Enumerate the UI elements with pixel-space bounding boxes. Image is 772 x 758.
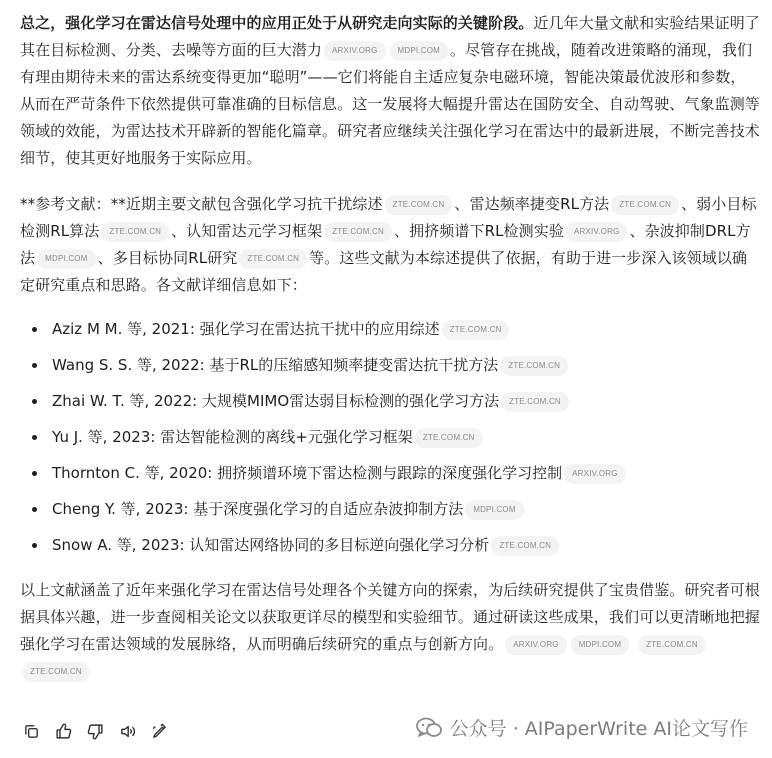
references-intro: **参考文献：**近期主要文献包含强化学习抗干扰综述 xyxy=(20,195,383,213)
source-chip-arxiv[interactable]: ARXIV.ORG xyxy=(324,41,386,61)
source-chip[interactable]: ZTE.COM.CN xyxy=(611,195,679,215)
references-text: 、雷达频率捷变RL方法 xyxy=(454,195,610,213)
source-chip-arxiv[interactable]: ARXIV.ORG xyxy=(505,635,567,655)
summary-text-cont: 。尽管存在挑战，随着改进策略的涌现，我们有理由期待未来的雷达系统变得更加“聪明”——它们将能自主适应复杂电磁环境，智能决策最优波形和参数，从而在严苛条件下依然提供可靠准确的目标信息。这一发展将大幅提升雷达在国防安全、自动驾驶、气象监测等领域的效能，为雷达技术开辟新的智能化篇章。研究者应继续关注强化学习在雷达中的最新进展，不断完善技术细节，使其更好地服务于实际应用。 xyxy=(20,41,760,167)
edit-share-icon[interactable] xyxy=(150,722,168,740)
reference-text: Zhai W. T. 等, 2022: 大规模MIMO雷达弱目标检测的强化学习方法 xyxy=(52,392,500,410)
references-text: 、弱小目标检测RL算法 xyxy=(20,195,757,240)
answer-content xyxy=(20,10,760,685)
source-chip[interactable]: ARXIV.ORG xyxy=(566,222,628,242)
speaker-icon[interactable] xyxy=(118,722,136,740)
watermark-text: 公众号 · AIPaperWrite AI论文写作 xyxy=(449,718,748,740)
wechat-icon xyxy=(416,717,442,739)
references-text: 等。这些文献为本综述提供了依据，有助于进一步深入该领域以确定研究重点和思路。各文献详细信息如下： xyxy=(20,249,748,294)
references-paragraph xyxy=(20,191,760,299)
source-chip[interactable]: ZTE.COM.CN xyxy=(415,428,483,448)
source-chip[interactable]: ZTE.COM.CN xyxy=(324,222,392,242)
reference-text: Yu J. 等, 2023: 雷达智能检测的离线+元强化学习框架 xyxy=(52,428,413,446)
reference-item xyxy=(20,347,760,383)
summary-text: 近几年大量文献和实验结果证明了其在目标检测、分类、去噪等方面的巨大潜力 xyxy=(20,14,760,59)
reference-item xyxy=(20,419,760,455)
wechat-watermark xyxy=(416,714,748,741)
conclusion-paragraph xyxy=(20,577,760,685)
conclusion-text: 以上文献涵盖了近年来强化学习在雷达信号处理各个关键方向的探索，为后续研究提供了宝贵借鉴。研究者可根据具体兴趣，进一步查阅相关论文以获取更详尽的模型和实验细节。通过研读这些成果，我们可以更清晰地把握强化学习在雷达领域的发展脉络，从而明确后续研究的重点与创新方向。 xyxy=(20,581,760,653)
source-chip[interactable]: ZTE.COM.CN xyxy=(385,195,453,215)
reference-text: Thornton C. 等, 2020: 拥挤频谱环境下雷达检测与跟踪的深度强化学习控制 xyxy=(52,464,563,482)
reference-item xyxy=(20,311,760,347)
reference-list xyxy=(20,311,760,563)
copy-icon[interactable] xyxy=(22,722,40,740)
reference-text: Aziz M M. 等, 2021: 强化学习在雷达抗干扰中的应用综述 xyxy=(52,320,440,338)
source-chip-zte[interactable]: ZTE.COM.CN xyxy=(638,635,706,655)
references-text: 、拥挤频谱下RL检测实验 xyxy=(393,222,564,240)
reference-item xyxy=(20,491,760,527)
references-text: 、认知雷达元学习框架 xyxy=(171,222,323,240)
source-chip-mdpi[interactable]: MDPI.COM xyxy=(571,635,630,655)
reference-text: Snow A. 等, 2023: 认知雷达网络协同的多目标逆向强化学习分析 xyxy=(52,536,490,554)
thumbs-down-icon[interactable] xyxy=(86,722,104,740)
reference-text: Wang S. S. 等, 2022: 基于RL的压缩感知频率捷变雷达抗干扰方法 xyxy=(52,356,499,374)
source-chip-zte[interactable]: ZTE.COM.CN xyxy=(22,662,90,682)
source-chip-mdpi[interactable]: MDPI.COM xyxy=(390,41,449,61)
reference-item xyxy=(20,383,760,419)
references-text: 、多目标协同RL研究 xyxy=(97,249,238,267)
source-chip[interactable]: MDPI.COM xyxy=(465,500,524,520)
reference-item xyxy=(20,527,760,563)
source-chip[interactable]: ZTE.COM.CN xyxy=(501,392,569,412)
summary-bold-lead: 总之，强化学习在雷达信号处理中的应用正处于从研究走向实际的关键阶段。 xyxy=(20,14,534,32)
reference-item xyxy=(20,455,760,491)
thumbs-up-icon[interactable] xyxy=(54,722,72,740)
summary-paragraph xyxy=(20,10,760,172)
source-chip[interactable]: ARXIV.ORG xyxy=(564,464,626,484)
source-chip[interactable]: ZTE.COM.CN xyxy=(491,536,559,556)
source-chip[interactable]: ZTE.COM.CN xyxy=(500,356,568,376)
source-chip[interactable]: ZTE.COM.CN xyxy=(239,249,307,269)
reference-text: Cheng Y. 等, 2023: 基于深度强化学习的自适应杂波抑制方法 xyxy=(52,500,464,518)
source-chip[interactable]: ZTE.COM.CN xyxy=(101,222,169,242)
references-text: 、杂波抑制DRL方法 xyxy=(20,222,751,267)
source-chip[interactable]: ZTE.COM.CN xyxy=(442,320,510,340)
source-chip[interactable]: MDPI.COM xyxy=(37,249,96,269)
message-action-toolbar xyxy=(22,722,168,740)
